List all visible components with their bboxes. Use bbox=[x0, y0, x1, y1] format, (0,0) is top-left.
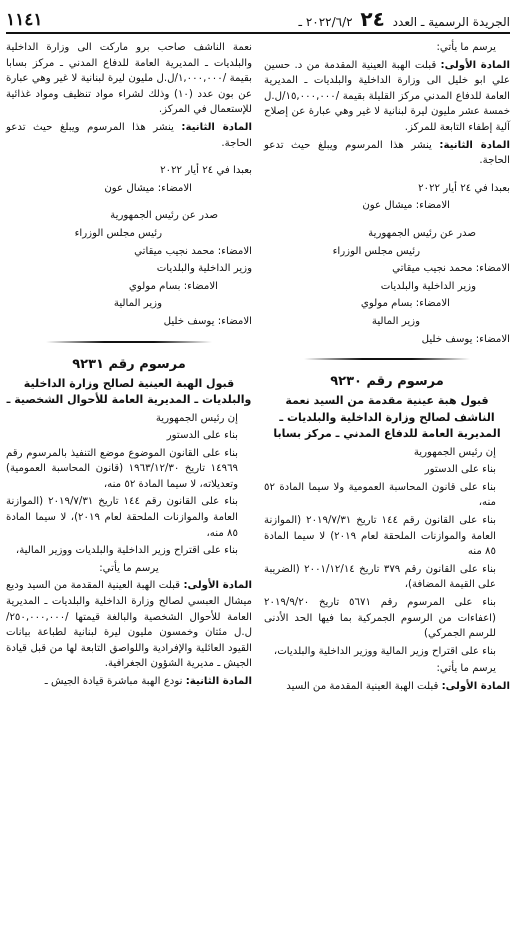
decree-subtitle: قبول الهبة العينية لصالح وزارة الداخلية والبلديات ـ المديرية العامة للأحوال الشخصية ـ bbox=[6, 376, 252, 406]
body-line: بناء على قانون المحاسبة العمومية ولا سيما المادة ٥٢ منه، bbox=[264, 481, 496, 509]
issued-by-president: صدر عن رئيس الجمهورية bbox=[110, 210, 218, 222]
article-label: المادة الثانية: bbox=[439, 139, 510, 151]
decree-subtitle: قبول هبة عينية مقدمة من السيد نعمة الناشف لصالح وزارة الداخلية والبلديات ـ المديرية العامة للدفاع المدني ـ مركز بسابا bbox=[273, 394, 501, 441]
body-line: يرسم ما يأتي: bbox=[99, 562, 159, 574]
article-one-continued: نعمة الناشف صاحب برو ماركت الى وزارة الداخلية والبلديات ـ المديرية العامة للدفاع المدني ـ مركز بسابا بقيمة /١,٠٠٠,٠٠٠/ل.ل مليون ليرة لبنانية لا غير وهي عبارة عن بون عدد (١٠) وذلك لشراء مواد تنظيف ومواد غذائية للإستعمال في المركز. bbox=[6, 42, 252, 116]
issue-date: ٢٠٢٢/٦/٢ ـ bbox=[298, 15, 353, 29]
body-line: إن رئيس الجمهورية bbox=[413, 446, 496, 458]
decree-preamble: يرسم ما يأتي: bbox=[436, 42, 496, 53]
finance-minister-title: وزير المالية bbox=[371, 315, 420, 327]
left-column bbox=[6, 40, 252, 692]
article-two: المادة الثانية: ينشر هذا المرسوم ويبلغ حيث تدعو الحاجة. bbox=[6, 121, 252, 149]
article-label: المادة الأولى: bbox=[440, 59, 510, 71]
prime-minister-title: رئيس مجلس الوزراء bbox=[74, 227, 162, 239]
decree-title: مرسوم رقم ٩٢٣٠ bbox=[330, 374, 444, 390]
decree-divider bbox=[264, 357, 510, 361]
article-label: المادة الأولى: bbox=[183, 580, 252, 592]
body-line: بناء على القانون الموضوع موضع التنفيذ بالمرسوم رقم ١٤٩٦٩ تاريخ ١٩٦٣/١٢/٣٠ (قانون المحاسبة العمومية) وتعديلاته، لا سيما المادة ٥٢ منه، bbox=[6, 447, 239, 490]
body-line: بناء على القانون رقم ٣٧٩ تاريخ ٢٠٠١/١٢/١٤ (الضريبة على القيمة المضافة)، bbox=[264, 563, 496, 591]
article-label: المادة الأولى: bbox=[441, 680, 510, 692]
finance-minister-signature: الامضاء: يوسف خليل bbox=[163, 315, 252, 327]
publication-name: الجريدة الرسمية ـ العدد bbox=[392, 15, 510, 29]
prime-minister-title: رئيس مجلس الوزراء bbox=[332, 245, 420, 257]
interior-minister-signature: الامضاء: بسام مولوي bbox=[128, 280, 218, 292]
article-label: المادة الثانية: bbox=[181, 121, 252, 133]
president-signature: الامضاء: ميشال عون bbox=[362, 200, 450, 212]
body-line: يرسم ما يأتي: bbox=[436, 663, 496, 675]
decree-divider bbox=[6, 340, 252, 344]
body-line: المادة الأولى: قبلت الهبة العينية المقدمة من السيد وديع ميشال العبسي لصالح وزارة الداخلية والبلديات ـ المديرية العامة للأحوال الشخصية والبالغة قيمتها /٢٥٠,٠٠٠,٠٠٠/ل.ل مئتان وخمسون مليون ليرة لبنانية لطباعة بيانات القيود العائلية والإفرادية واللواصق التابعة لها من قبل قيادة الجيش ـ مديرية الشؤون الجغرافية. bbox=[6, 580, 252, 670]
interior-minister-signature: الامضاء: بسام مولوي bbox=[360, 298, 450, 310]
prime-minister-signature: الامضاء: محمد نجيب ميقاتي bbox=[134, 245, 252, 257]
signing-place-date: بعبدا في ٢٤ أيار ٢٠٢٢ bbox=[160, 165, 252, 177]
president-signature: الامضاء: ميشال عون bbox=[104, 182, 192, 194]
page-number: ١١٤١ bbox=[6, 10, 43, 30]
body-line: المادة الثانية: نودع الهبة مباشرة قيادة الجيش ـ bbox=[44, 676, 252, 687]
interior-minister-title: وزير الداخلية والبلديات bbox=[156, 263, 252, 275]
body-line: بناء على القانون رقم ١٤٤ تاريخ ٢٠١٩/٧/٣١ (الموازنة العامة والموازنات الملحقة لعام ٢٠١٩) لا سيما المادة ٨٥ منه bbox=[264, 514, 497, 558]
prime-minister-signature: الامضاء: محمد نجيب ميقاتي bbox=[392, 263, 510, 275]
body-line: بناء على اقتراح وزير الداخلية والبلديات ووزير المالية، bbox=[15, 545, 238, 557]
finance-minister-signature: الامضاء: يوسف خليل bbox=[421, 333, 510, 345]
right-column bbox=[264, 40, 510, 697]
body-line: بناء على الدستور bbox=[424, 464, 496, 476]
signing-place-date: بعبدا في ٢٤ أيار ٢٠٢٢ bbox=[418, 182, 510, 194]
body-line: بناء على المرسوم رقم ٥٦٧١ تاريخ ٢٠١٩/٩/٢٠ (اعفاءات من الرسوم الجمركية بما فيها الحد الأدنى للرسم الجمركي) bbox=[264, 596, 496, 640]
issued-by-president: صدر عن رئيس الجمهورية bbox=[368, 227, 476, 239]
article-label: المادة الثانية: bbox=[185, 676, 252, 687]
body-line: بناء على الدستور bbox=[166, 430, 238, 442]
article-two: المادة الثانية: ينشر هذا المرسوم ويبلغ حيث تدعو الحاجة. bbox=[264, 139, 510, 167]
body-line: المادة الأولى: قبلت الهبة العينية المقدمة من السيد bbox=[286, 680, 510, 692]
decree-title: مرسوم رقم ٩٢٣١ bbox=[72, 356, 186, 372]
header-publication bbox=[298, 9, 510, 32]
page-header bbox=[6, 6, 510, 34]
body-line: بناء على اقتراح وزير المالية ووزير الداخلية والبلديات، bbox=[273, 645, 496, 657]
issue-number: ٢٤ bbox=[360, 7, 385, 31]
finance-minister-title: وزير المالية bbox=[113, 298, 162, 310]
body-line: إن رئيس الجمهورية bbox=[155, 412, 238, 424]
article-one: المادة الأولى: قبلت الهبة العينية المقدمة من د. حسين علي ابو خليل الى وزارة الداخلية والبلديات ـ المديرية العامة للدفاع المدني مركز القليلة بقيمة /١٥,٠٠٠,٠٠٠/ل.ل خمسة عشر مليون ليرة لبنانية لا غير وهي عبارة عن إصلاح آلية إطفاء التابعة للمركز. bbox=[264, 59, 510, 133]
interior-minister-title: وزير الداخلية والبلديات bbox=[380, 280, 476, 292]
body-line: بناء على القانون رقم ١٤٤ تاريخ ٢٠١٩/٧/٣١ (الموازنة العامة والموازنات الملحقة لعام ٢٠١٩)، لا سيما المادة ٨٥ منه، bbox=[6, 496, 238, 539]
